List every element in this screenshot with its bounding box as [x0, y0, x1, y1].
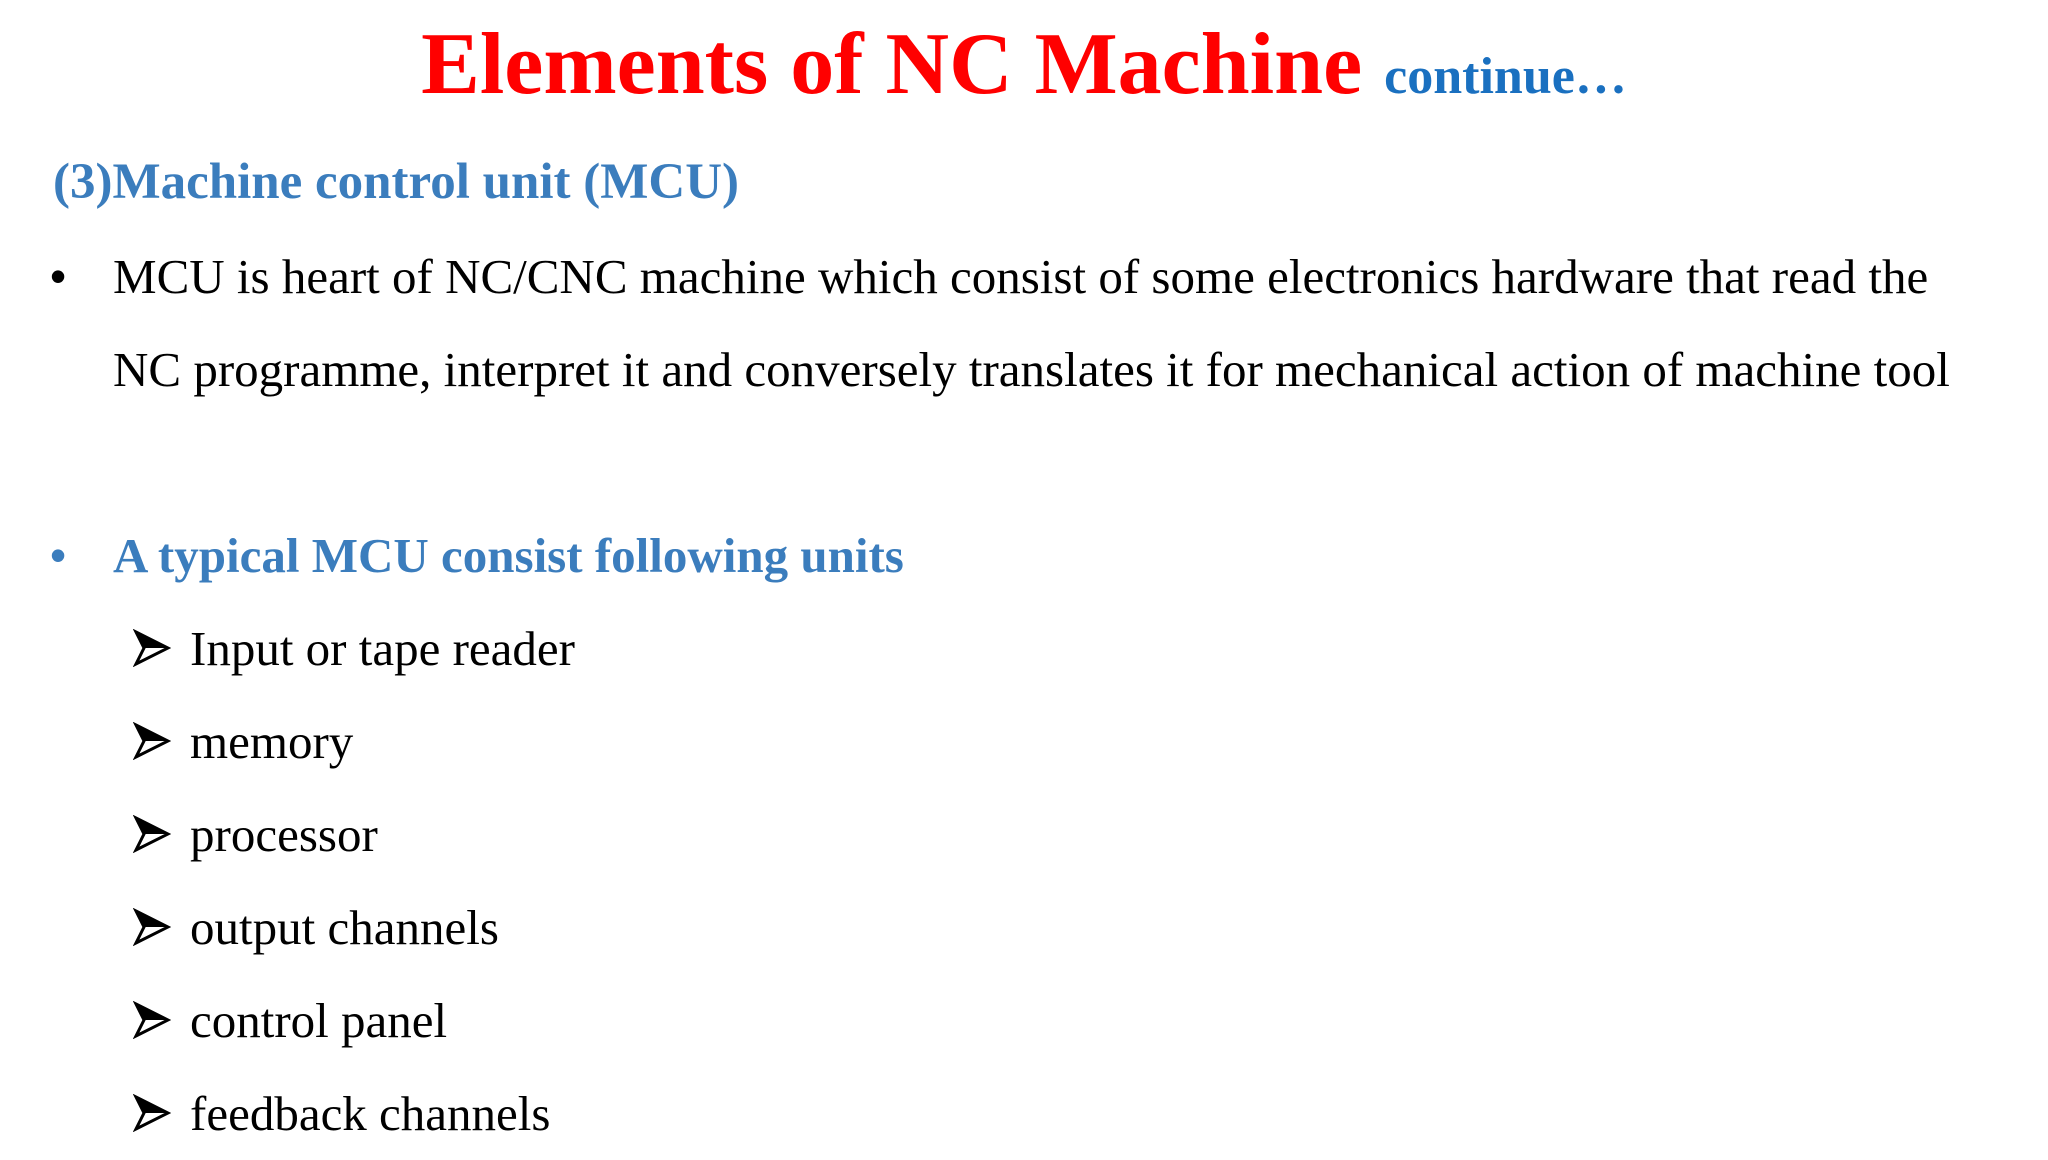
arrow-bullet-icon	[133, 1094, 171, 1132]
list-item	[0, 974, 2048, 1067]
section-heading: (3)Machine control unit (MCU)	[53, 154, 740, 210]
arrow-bullet-icon	[133, 1001, 171, 1039]
list-item-label: feedback channels	[190, 1086, 551, 1141]
bullet-text: MCU is heart of NC/CNC machine which consist of some electronics hardware that read the NC programme, interpret it and conversely translates it for mechanical action of machine tool	[113, 249, 1950, 397]
list-item	[0, 1067, 2048, 1160]
bullet-dot-icon: •	[50, 250, 67, 302]
arrow-bullet-icon	[133, 722, 171, 760]
arrow-bullet-icon	[133, 815, 171, 853]
list-item-label: output channels	[190, 900, 499, 955]
bullet-dot-icon: •	[50, 529, 67, 581]
arrow-bullet-icon	[133, 908, 171, 946]
mcu-units-list	[0, 602, 2048, 1160]
list-item	[0, 695, 2048, 788]
list-item	[0, 881, 2048, 974]
list-item-label: memory	[190, 714, 354, 769]
slide-title: Elements of NC Machine	[421, 16, 1363, 113]
list-item-label: processor	[190, 807, 378, 862]
list-item-label: control panel	[190, 993, 448, 1048]
list-item	[0, 602, 2048, 695]
slide-title-row	[0, 10, 2048, 120]
title-continuation: continue…	[1384, 48, 1627, 105]
list-item-label: Input or tape reader	[190, 621, 575, 676]
arrow-bullet-icon	[133, 629, 171, 667]
list-item	[0, 788, 2048, 881]
bullet-text: A typical MCU consist following units	[113, 528, 904, 583]
